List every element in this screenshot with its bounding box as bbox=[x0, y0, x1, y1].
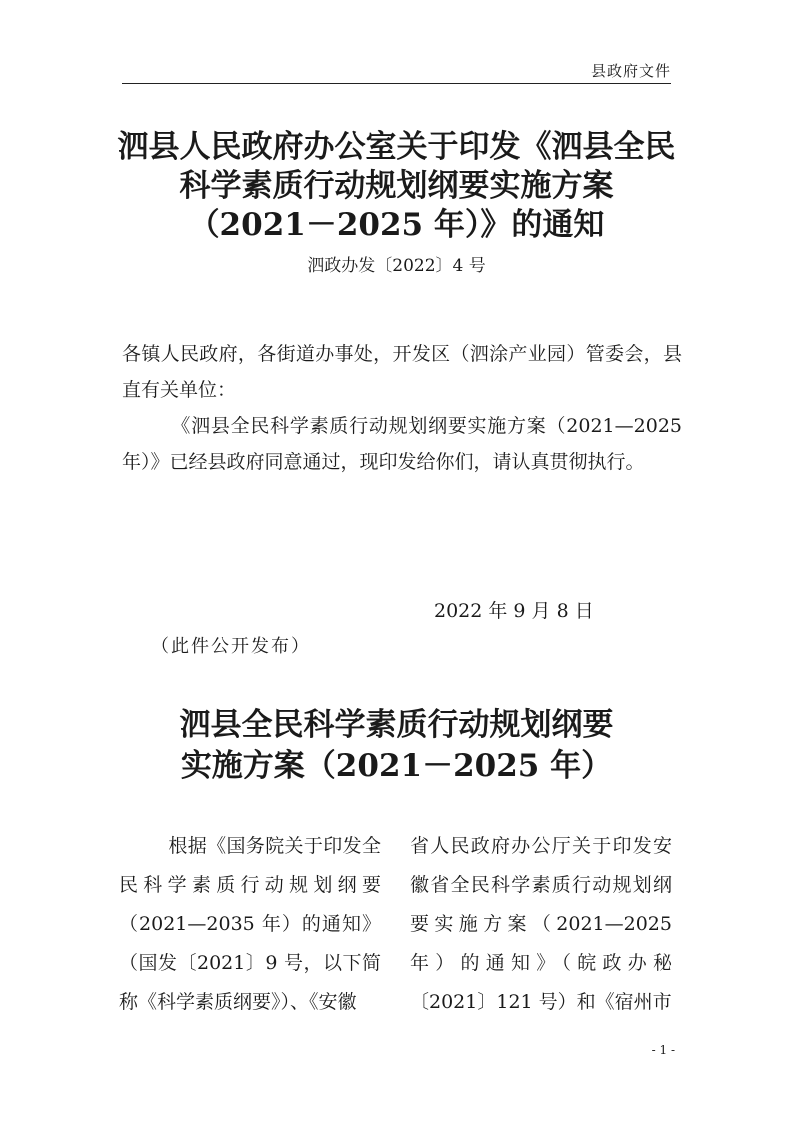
notice-title-line: （2021－2025 年）》的通知 bbox=[188, 207, 605, 243]
notice-title-line: 泗县人民政府办公室关于印发《泗县全民 bbox=[117, 129, 676, 165]
header-label: 县政府文件 bbox=[590, 62, 671, 80]
document-number: 泗政办发〔2022〕4 号 bbox=[307, 256, 486, 276]
notice-title bbox=[100, 128, 693, 245]
publication-note: （此件公开发布） bbox=[151, 636, 311, 657]
page-number: - 1 - bbox=[651, 1043, 675, 1057]
plan-title-line: 泗县全民科学素质行动规划纲要 bbox=[179, 707, 614, 743]
plan-title bbox=[100, 705, 693, 787]
plan-title-line: 实施方案（2021－2025 年） bbox=[180, 748, 613, 784]
notice-body: 《泗县全民科学素质行动规划纲要实施方案（2021—2025 年）》已经县政府同意通过，现印发给你们，请认真贯彻执行。 bbox=[122, 415, 682, 473]
notice-title-line: 科学素质行动规划纲要实施方案 bbox=[179, 168, 614, 204]
header-divider bbox=[122, 83, 671, 84]
plan-column-left: 根据《国务院关于印发全民科学素质行动规划纲要（2021—2035 年）的通知》（国发〔2021〕9 号，以下简称《科学素质纲要》）、《安徽 bbox=[119, 835, 381, 1013]
issue-date: 2022 年 9 月 8 日 bbox=[434, 600, 594, 622]
addressee: 各镇人民政府，各街道办事处，开发区（泗涂产业园）管委会，县直有关单位： bbox=[122, 343, 682, 401]
plan-column-right: 省人民政府办公厅关于印发安徽省全民科学素质行动规划纲要实施方案（2021—2025 年）的通知》（皖政办秘〔2021〕121 号）和《宿州市 bbox=[410, 835, 672, 1013]
